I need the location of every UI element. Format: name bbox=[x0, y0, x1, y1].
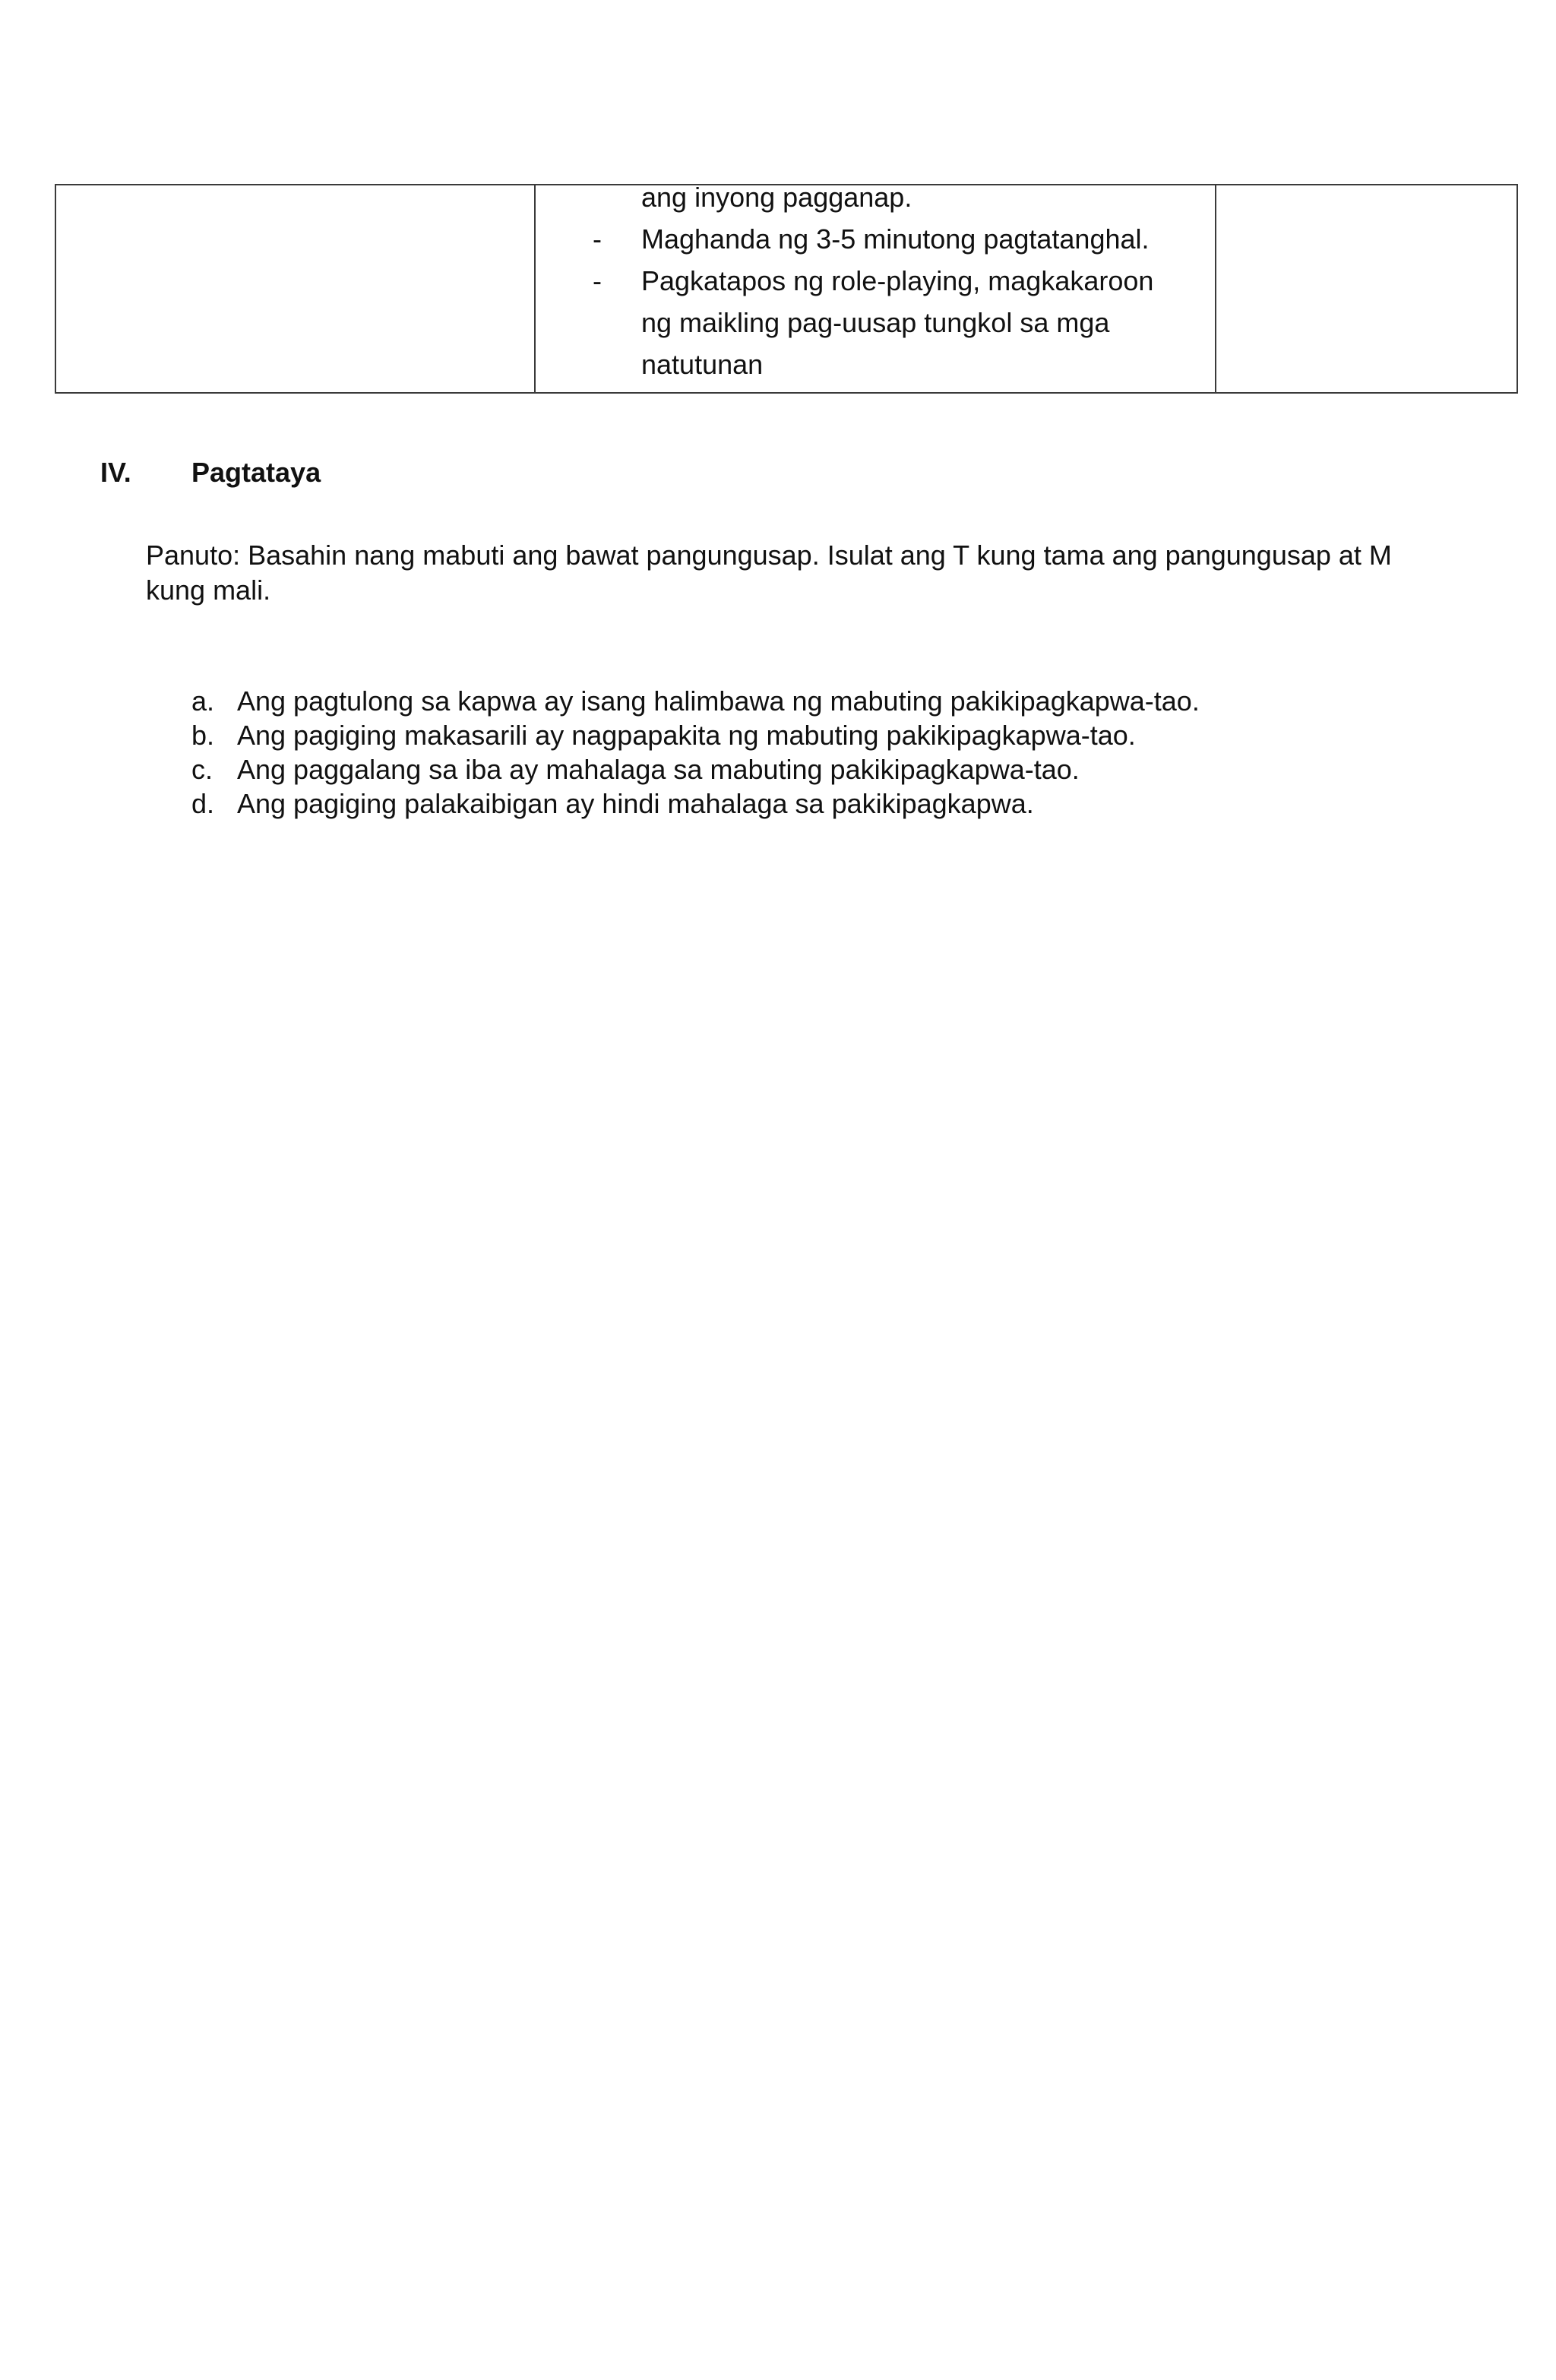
item-marker: b. bbox=[191, 720, 215, 751]
list-item bbox=[191, 752, 1331, 786]
section-title: Pagtataya bbox=[191, 457, 321, 488]
item-marker: d. bbox=[191, 788, 215, 819]
item-text: Ang pagiging makasarili ay nagpapakita ng mabuting pakikipagkapwa-tao. bbox=[237, 720, 1136, 751]
section-number: IV. bbox=[100, 457, 131, 488]
list-item bbox=[191, 786, 1331, 821]
bullet-marker: - bbox=[593, 265, 602, 296]
list-item bbox=[191, 718, 1331, 752]
table-cell-instructions bbox=[536, 182, 1216, 392]
activity-table bbox=[55, 184, 1518, 394]
item-marker: a. bbox=[191, 685, 215, 717]
bullet-marker: - bbox=[593, 223, 602, 255]
table-cell-right bbox=[1216, 185, 1516, 392]
bullet-text: Maghanda ng 3-5 minutong pagtatanghal. bbox=[641, 223, 1150, 255]
instructions-paragraph: Panuto: Basahin nang mabuti ang bawat pangungusap. Isulat ang T kung tama ang pangungusap at M kung mali. bbox=[146, 540, 1392, 606]
item-text: Ang pagiging palakaibigan ay hindi mahalaga sa pakikipagkapwa. bbox=[237, 788, 1034, 819]
item-marker: c. bbox=[191, 754, 213, 785]
bullet-text: Pagkatapos ng role-playing, magkakaroon ng maikling pag-uusap tungkol sa mga natutunan bbox=[641, 265, 1154, 380]
list-item bbox=[191, 684, 1331, 718]
item-text: Ang pagtulong sa kapwa ay isang halimbawa ng mabuting pakikipagkapwa-tao. bbox=[237, 685, 1200, 717]
table-cell-left bbox=[56, 185, 536, 392]
item-text: Ang paggalang sa iba ay mahalaga sa mabuting pakikipagkapwa-tao. bbox=[237, 754, 1080, 785]
statement-list bbox=[191, 684, 1331, 821]
continuation-line: ang inyong pagganap. bbox=[641, 182, 912, 213]
